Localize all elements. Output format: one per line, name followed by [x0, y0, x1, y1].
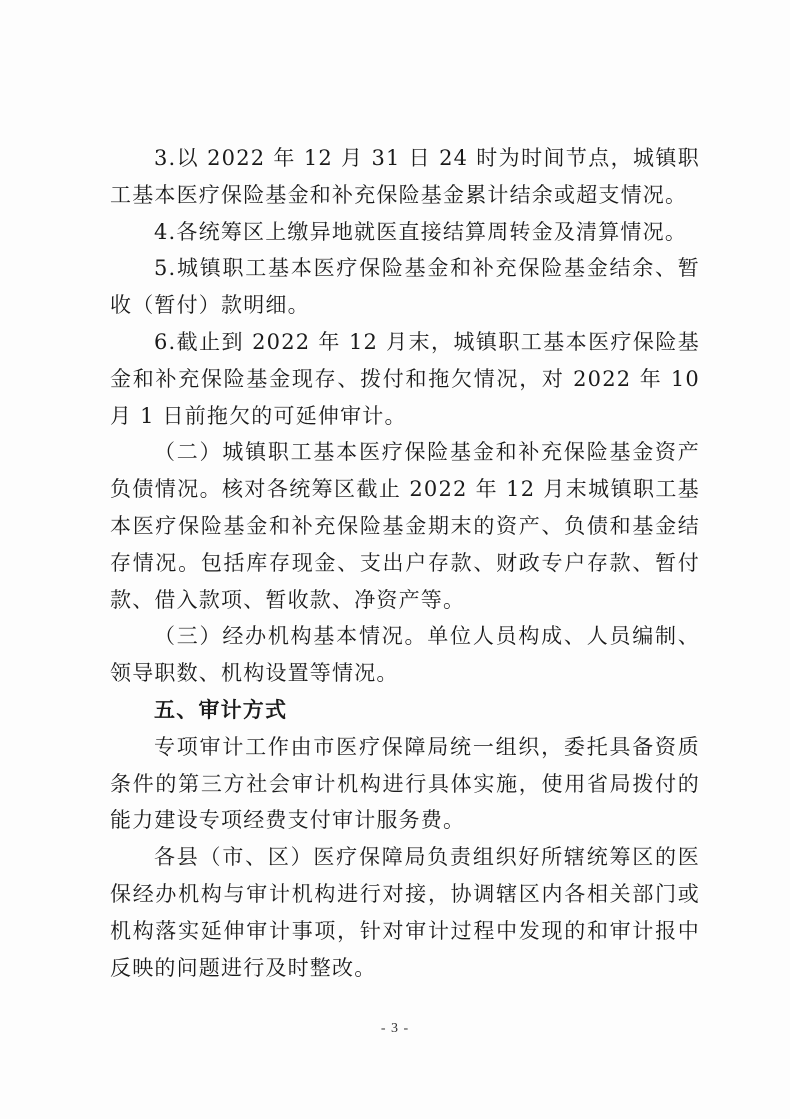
section-heading-audit-method: 五、审计方式 — [154, 697, 288, 722]
page-number: - 3 - — [380, 1021, 410, 1036]
paragraph-county-responsibility: 各县（市、区）医疗保障局负责组织好所辖统筹区的医保经办机构与审计机构进行对接，协调辖区内各相关部门或机构落实延伸审计事项，针对审计过程中发现的和审计报中反映的问题进行及时整改。 — [110, 845, 700, 980]
paragraph-section-2: （二）城镇职工基本医疗保险基金和补充保险基金资产负债情况。核对各统筹区截止 2022 年 12 月末城镇职工基本医疗保险基金和补充保险基金期末的资产、负债和基金结存情况。包括库存现金、支出户存款、财政专户存款、暂付款、借入款项、暂收款、净资产等。 — [110, 440, 700, 612]
paragraph-item-4: 4.各统筹区上缴异地就医直接结算周转金及清算情况。 — [154, 219, 688, 244]
paragraph-item-3: 3.以 2022 年 12 月 31 日 24 时为时间节点，城镇职工基本医疗保险基金和补充保险基金累计结余或超支情况。 — [110, 146, 700, 207]
paragraph-item-6: 6.截止到 2022 年 12 月末，城镇职工基本医疗保险基金和补充保险基金现存、拨付和拖欠情况，对 2022 年 10 月 1 日前拖欠的可延伸审计。 — [110, 329, 700, 428]
paragraph-item-5: 5.城镇职工基本医疗保险基金和补充保险基金结余、暂收（暂付）款明细。 — [110, 256, 700, 318]
document-body — [110, 140, 700, 986]
paragraph-section-3: （三）经办机构基本情况。单位人员构成、人员编制、领导职数、机构设置等情况。 — [110, 624, 700, 686]
paragraph-audit-organization: 专项审计工作由市医疗保障局统一组织，委托具备资质条件的第三方社会审计机构进行具体实施，使用省局拨付的能力建设专项经费支付审计服务费。 — [110, 734, 700, 833]
